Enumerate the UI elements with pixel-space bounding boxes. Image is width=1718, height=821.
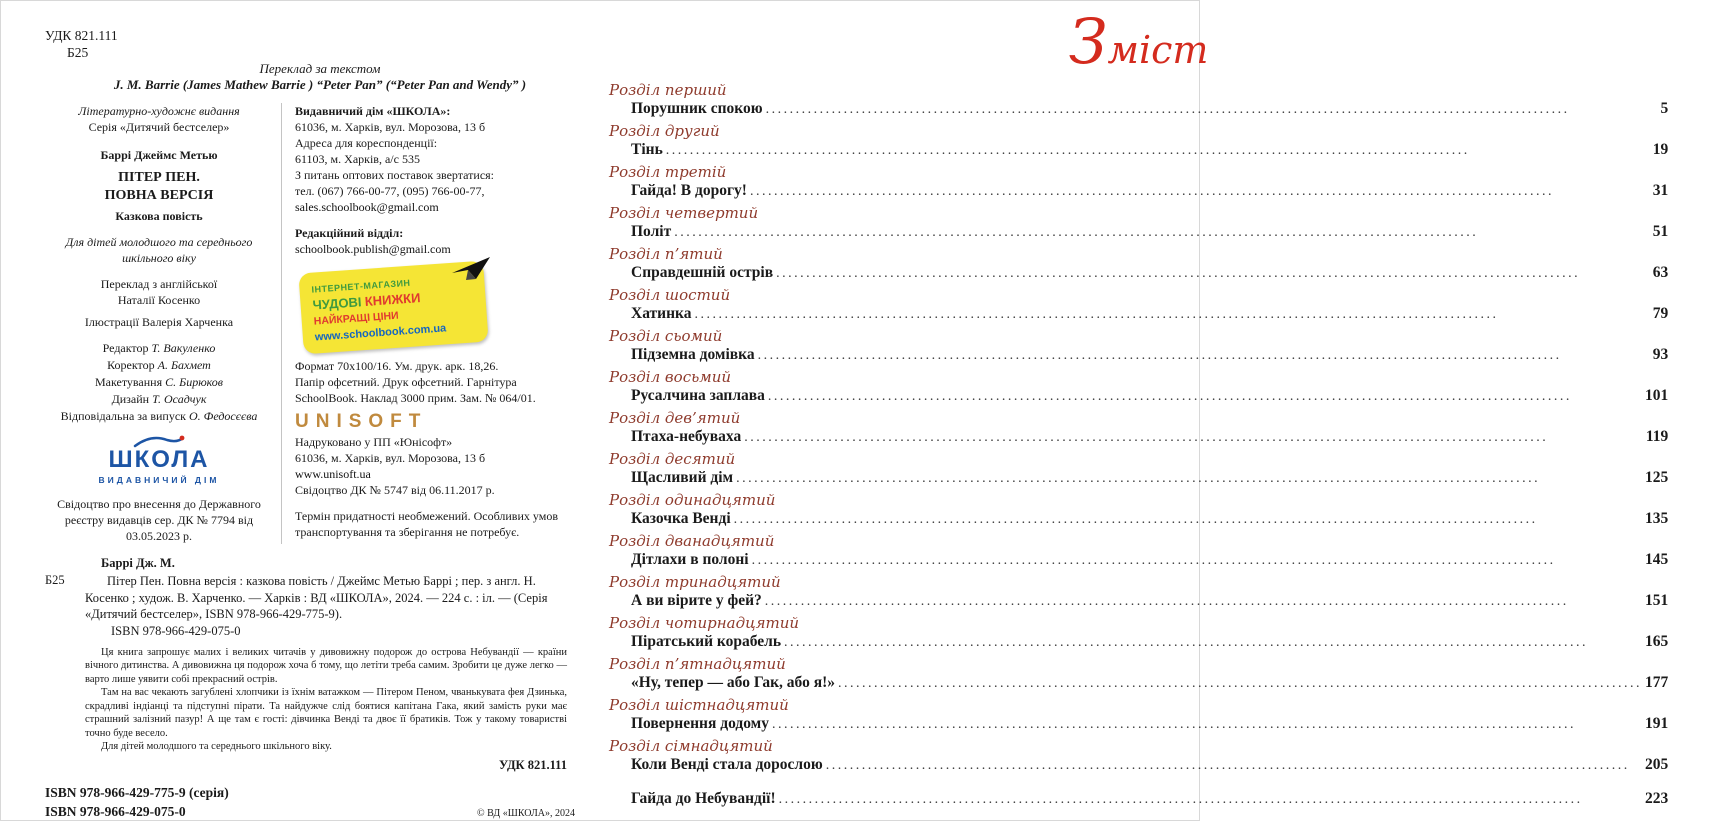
toc-title: Зміст (1068, 5, 1209, 78)
dot-leader (752, 550, 1642, 570)
staff-line (45, 340, 273, 357)
dot-leader (826, 755, 1642, 775)
illustrations-credit: Ілюстрації Валерія Харченка (84, 315, 234, 329)
staff-role: Коректор (107, 358, 155, 372)
copyright-notice: © ВД «ШКОЛА», 2024 (477, 807, 575, 819)
catalog-description: Пітер Пен. Повна версія : казкова повість / Джеймс Метью Баррі ; пер. з англ. Н. Косенко ; худож. В. Харченко. — Харків : ВД «ШКОЛА», 2024. — 224 с. : іл. — (Серія «Дитячий бестселер», ISBN 978-966-429-775-9). (85, 574, 548, 621)
dot-leader (736, 468, 1642, 488)
series-label: Серія «Дитячий бестселер» (88, 120, 230, 134)
catalog-card (45, 556, 575, 773)
dot-leader (674, 222, 1650, 242)
phone-numbers: тел. (067) 766-00-77, (095) 766-00-77, (295, 184, 485, 198)
toc-page-number[interactable]: 31 (1652, 182, 1669, 199)
toc-entry[interactable] (609, 655, 1668, 693)
translation-credit-line2: Наталії Косенко (117, 293, 201, 307)
toc-entry[interactable] (609, 286, 1668, 324)
staff-person: Т. Вакуленко (151, 341, 216, 355)
toc-entry[interactable] (609, 81, 1668, 119)
toc-page-number[interactable]: 51 (1652, 223, 1669, 240)
audience-label: Для дітей молодшого та середнього шкільного віку (65, 235, 253, 265)
imprint-left-column (45, 103, 273, 544)
toc-chapter-label: Розділ восьмий (609, 368, 732, 386)
editorial-label: Редакційний відділ: (295, 226, 404, 240)
toc-chapter-title[interactable]: Щасливий дім (631, 469, 734, 486)
page-right-toc (583, 1, 1718, 820)
toc-page-number[interactable]: 101 (1645, 387, 1669, 404)
toc-chapter-title[interactable]: Казочка Венді (631, 510, 731, 527)
catalog-code: Б25 (45, 573, 65, 587)
toc-chapter-title[interactable]: Хатинка (631, 305, 692, 322)
staff-role: Макетування (94, 375, 163, 389)
toc-entry[interactable] (609, 491, 1668, 529)
toc-chapter-title[interactable]: Коли Венді стала дорослою (631, 756, 823, 773)
staff-role: Редактор (102, 341, 149, 355)
toc-entry[interactable] (609, 368, 1668, 406)
toc-chapter-title[interactable]: «Ну, тепер — або Гак, або я!» (631, 674, 835, 691)
catalog-author: Баррі Дж. М. (101, 556, 175, 570)
staff-person: Т. Осадчук (152, 392, 207, 406)
printer-certificate: Свідоцтво ДК № 5747 від 06.11.2017 р. (295, 483, 495, 497)
toc-final-entry[interactable] (631, 789, 1668, 809)
dot-leader (666, 140, 1650, 160)
dot-leader (779, 789, 1642, 809)
udk-bottom: УДК 821.111 (499, 757, 567, 772)
translation-credit-line1: Переклад з англійської (100, 277, 218, 291)
annotation-paragraph-2: Там на вас чекають загублені хлопчики із їхнім ватажком — Пітером Пеном, чванькувата фея Дзинька, скрадливі індіанці та підступні пірати. Та найдужче слід боятися капітана Гака, який замість руки має страшний залізний пазур! А ще там є гості: дівчинка Венді та двоє її братиків. Тож у такому товаристві точно буде весело. (85, 687, 567, 739)
dot-leader (776, 263, 1650, 283)
dot-leader (766, 99, 1658, 119)
toc-chapter-label: Розділ сьомий (609, 327, 723, 345)
translation-note: Переклад за текстом (259, 61, 381, 76)
udk-block (45, 27, 575, 61)
dot-leader (744, 427, 1643, 447)
dot-leader (768, 386, 1642, 406)
correspondence-address: 61103, м. Харків, а/с 535 (295, 152, 420, 166)
book-title-line1: ПІТЕР ПЕН. (118, 170, 200, 185)
toc-chapter-title[interactable]: Гайда! В дорогу! (631, 182, 747, 199)
toc-entry[interactable] (609, 245, 1668, 283)
toc-entry[interactable] (609, 573, 1668, 611)
unisoft-logo: UNISOFT (295, 411, 428, 432)
toc-chapter-title[interactable]: А ви вірите у фей? (631, 592, 762, 609)
toc-page-number[interactable]: 63 (1652, 264, 1669, 281)
staff-line (45, 357, 273, 374)
annotation-paragraph-1: Ця книга запрошує малих і великих читачів у дивовижну подорож до острова Небувандії — країни вічного дитинства. А дивовижна ця подорож хоча б тому, що летіти треба самим. Зробити це дуже легко — варто лише уявити собі прекрасний острів. (85, 646, 567, 685)
genre-label: Казкова повість (115, 209, 203, 223)
toc-list (609, 81, 1668, 775)
toc-chapter-label: Розділ сімнадцятий (609, 737, 773, 755)
publisher-certificate: Свідоцтво про внесення до Державного реєстру видавців сер. ДК № 7794 від 03.05.2023 р. (57, 497, 261, 543)
dot-leader (734, 509, 1642, 529)
staff-list (45, 340, 273, 425)
udk-code: УДК 821.111 (45, 28, 118, 43)
toc-chapter-label: Розділ п’ятнадцятий (609, 655, 786, 673)
toc-chapter-title[interactable]: Птаха-небуваха (631, 428, 742, 445)
toc-chapter-label: Розділ тринадцятий (609, 573, 781, 591)
imprint-right-column (281, 103, 573, 544)
toc-chapter-label: Розділ шістнадцятий (609, 696, 789, 714)
staff-line (45, 391, 273, 408)
format-info: Формат 70х100/16. Ум. друк. арк. 18,26. (295, 359, 499, 373)
bbk-code: Б25 (67, 45, 89, 60)
toc-chapter-label: Розділ шостий (609, 286, 731, 304)
toc-chapter-title[interactable]: Піратський корабель (631, 633, 782, 650)
dot-leader (758, 345, 1650, 365)
toc-page-number[interactable]: 145 (1645, 551, 1669, 568)
publisher-address: 61036, м. Харків, вул. Морозова, 13 б (295, 120, 486, 134)
annotation-block (85, 646, 567, 754)
paper-plane-icon (450, 255, 492, 281)
toc-entry[interactable] (609, 737, 1668, 775)
shkola-logo (45, 434, 273, 488)
toc-chapter-label: Розділ п’ятий (609, 245, 723, 263)
toc-entry[interactable] (609, 614, 1668, 652)
staff-person: А. Бахмет (157, 358, 211, 372)
annotation-paragraph-3: Для дітей молодшого та середнього шкільного віку. (101, 741, 332, 752)
toc-page-number[interactable]: 93 (1652, 346, 1669, 363)
dot-leader (784, 632, 1642, 652)
dot-leader (750, 181, 1650, 201)
printer-address: 61036, м. Харків, вул. Морозова, 13 б (295, 451, 486, 465)
toc-page-number[interactable]: 5 (1660, 100, 1669, 117)
dot-leader (694, 304, 1649, 324)
staff-role: Дизайн (111, 392, 150, 406)
toc-entry[interactable] (609, 696, 1668, 734)
dot-leader (765, 591, 1642, 611)
toc-entry[interactable] (609, 532, 1668, 570)
toc-page-number[interactable]: 165 (1645, 633, 1669, 650)
sticker-line3: НАЙКРАЩІ ЦІНИ (313, 309, 400, 328)
toc-chapter-title[interactable]: Повернення додому (631, 715, 769, 732)
isbn-series: ISBN 978-966-429-775-9 (серія) (45, 784, 229, 800)
sticker-line2a: ЧУДОВІ (312, 294, 362, 313)
toc-chapter-label: Розділ третій (609, 163, 727, 181)
correspondence-label: Адреса для кореспонденції: (295, 136, 438, 150)
catalog-isbn: ISBN 978-966-429-075-0 (111, 623, 241, 638)
toc-page-number[interactable]: 19 (1652, 141, 1669, 158)
dot-leader (838, 673, 1642, 693)
isbn-book: ISBN 978-966-429-075-0 (45, 803, 186, 819)
paper-info: Папір офсетний. Друк офсетний. Гарнітура SchoolBook. Наклад 3000 прим. Зам. № 064/01. (295, 375, 536, 405)
toc-chapter-label: Розділ десятий (609, 450, 736, 468)
toc-chapter-title[interactable]: Русалчина заплава (631, 387, 765, 404)
toc-chapter-label: Розділ другий (609, 122, 720, 140)
staff-line (45, 408, 273, 425)
toc-entry[interactable] (609, 204, 1668, 242)
toc-chapter-title[interactable]: Політ (631, 223, 672, 240)
toc-chapter-label: Розділ четвертий (609, 204, 759, 222)
publisher-heading: Видавничий дім «ШКОЛА»: (295, 104, 451, 118)
printed-by: Надруковано у ПП «Юнісофт» (295, 435, 453, 449)
toc-page-number[interactable]: 205 (1645, 756, 1669, 773)
toc-chapter-title[interactable]: Порушник спокою (631, 100, 763, 117)
author-name: Баррі Джеймс Метью (100, 148, 218, 162)
toc-chapter-label: Розділ дванадцятий (609, 532, 775, 550)
toc-chapter-label: Розділ чотирнадцятий (609, 614, 800, 632)
toc-final-page[interactable]: 223 (1645, 790, 1669, 807)
toc-entry[interactable] (609, 409, 1668, 447)
sticker-url[interactable]: www.schoolbook.com.ua (314, 322, 447, 344)
toc-chapter-title[interactable]: Справдешній острів (631, 264, 774, 281)
online-shop-sticker (301, 267, 486, 348)
edition-type: Літературно-художнє видання (78, 104, 240, 118)
page-left-imprint (1, 1, 583, 820)
translation-header (65, 61, 575, 93)
translation-source: J. M. Barrie (James Mathew Barrie ) “Peter Pan” (“Peter Pan and Wendy” ) (113, 77, 527, 92)
printer-site[interactable]: www.unisoft.ua (295, 467, 371, 481)
wholesale-label: З питань оптових поставок звертатися: (295, 168, 494, 182)
imprint-footer (45, 783, 575, 821)
staff-person: О. Федосєєва (189, 409, 258, 423)
shkola-logo-word: ШКОЛА (108, 446, 210, 473)
toc-page-number[interactable]: 177 (1645, 674, 1669, 691)
sticker-line2b: КНИЖКИ (364, 290, 421, 309)
translation-credit (45, 276, 273, 308)
staff-line (45, 374, 273, 391)
toc-page-number[interactable]: 125 (1645, 469, 1669, 486)
shkola-logo-subtitle: ВИДАВНИЧИЙ ДІМ (98, 475, 220, 485)
toc-entry[interactable] (609, 327, 1668, 365)
toc-page-number[interactable]: 119 (1645, 428, 1669, 445)
sales-email[interactable]: sales.schoolbook@gmail.com (295, 200, 439, 214)
shelf-life-note: Термін придатності необмежений. Особливих умов транспортування та зберігання не потребує. (295, 509, 558, 539)
toc-page-number[interactable]: 135 (1645, 510, 1669, 527)
sticker-line1: ІНТЕРНЕТ-МАГАЗИН (311, 277, 411, 295)
toc-final-title[interactable]: Гайда до Небувандії! (631, 790, 776, 807)
staff-role: Відповідальна за випуск (60, 409, 186, 423)
toc-entry[interactable] (609, 122, 1668, 160)
editorial-email[interactable]: schoolbook.publish@gmail.com (295, 242, 451, 256)
toc-chapter-title[interactable]: Підземна домівка (631, 346, 755, 363)
toc-page-number[interactable]: 191 (1645, 715, 1669, 732)
toc-chapter-label: Розділ одинадцятий (609, 491, 776, 509)
toc-entry[interactable] (609, 163, 1668, 201)
toc-chapter-title[interactable]: Тінь (631, 141, 663, 158)
staff-person: С. Бирюков (165, 375, 224, 389)
toc-chapter-label: Розділ дев’ятий (609, 409, 741, 427)
book-title-line2: ПОВНА ВЕРСІЯ (104, 188, 214, 203)
toc-chapter-label: Розділ перший (609, 81, 727, 99)
toc-entry[interactable] (609, 450, 1668, 488)
toc-page-number[interactable]: 151 (1645, 592, 1669, 609)
dot-leader (772, 714, 1642, 734)
toc-page-number[interactable]: 79 (1652, 305, 1669, 322)
toc-chapter-title[interactable]: Дітлахи в полоні (631, 551, 749, 568)
